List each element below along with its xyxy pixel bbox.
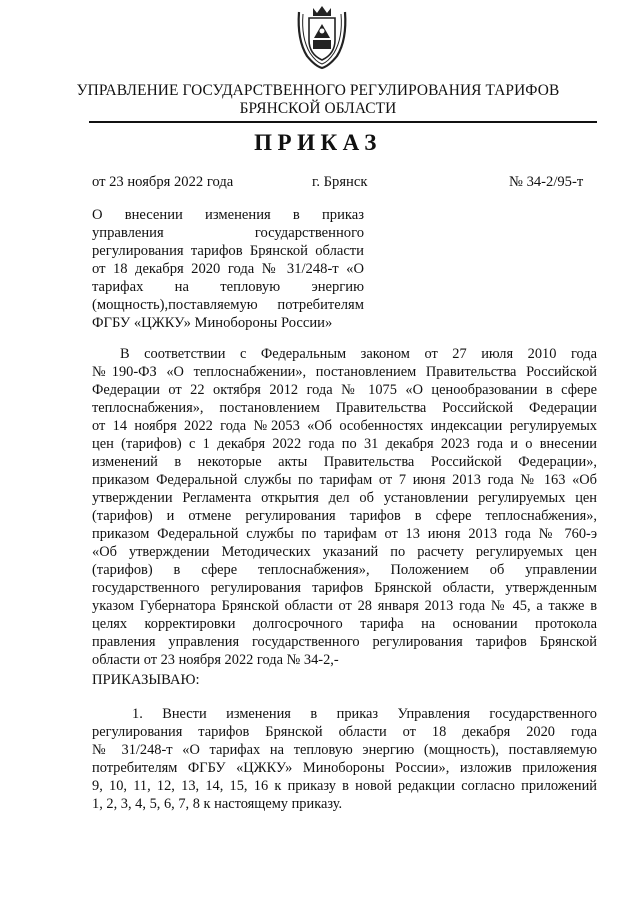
preamble-line: от 14 ноября 2022 года №2053 «Об особенностях индексации регулируемых bbox=[92, 418, 597, 434]
preamble-line: утверждении Регламента открытия дел об установлении регулируемых цен bbox=[92, 490, 597, 506]
document-date: от 23 ноября 2022 года bbox=[92, 174, 234, 190]
item-line: регулирования тарифов Брянской области от 18 декабря 2020 года bbox=[92, 724, 597, 740]
subject-line: О внесении изменения в приказ bbox=[92, 207, 364, 223]
subject-line: регулирования тарифов Брянской области bbox=[92, 243, 364, 259]
preamble-line: цен (тарифов) с 1 декабря 2022 года по 31 декабря 2023 года и о внесении bbox=[92, 436, 597, 452]
preamble-line: теплоснабжения», постановлением Правительства Российской Федерации bbox=[92, 400, 597, 416]
subject-line: ФГБУ «ЦЖКУ» Минобороны России» bbox=[92, 315, 333, 331]
item-line: № 31/248-т «О тарифах на тепловую энергию (мощность), поставляемую bbox=[92, 742, 597, 758]
preamble-line: целях корректировки долгосрочного тарифа на основании протокола bbox=[92, 616, 597, 632]
order-heading: ПРИКАЗЫВАЮ: bbox=[92, 672, 200, 688]
item-line: потребителям ФГБУ «ЦЖКУ» Минобороны России», изложив приложения bbox=[92, 760, 597, 776]
document-subject bbox=[92, 206, 364, 332]
preamble-line: (тарифов) в сфере теплоснабжения», Положением об управлении bbox=[92, 562, 597, 578]
preamble-line: В соответствии с Федеральным законом от 27 июля 2010 года bbox=[120, 346, 597, 362]
org-name-line1: УПРАВЛЕНИЕ ГОСУДАРСТВЕННОГО РЕГУЛИРОВАНИЯ ТАРИФОВ bbox=[76, 82, 560, 99]
header-divider bbox=[89, 121, 597, 123]
preamble-line: приказом Федеральной службы по тарифам от 7 июня 2013 года № 163 «Об bbox=[92, 472, 597, 488]
preamble-line: (тарифов) и отмене регулирования тарифов в сфере теплоснабжения», bbox=[92, 508, 597, 524]
subject-line: от 18 декабря 2020 года № 31/248-т «О bbox=[92, 261, 364, 277]
subject-line: управления государственного bbox=[92, 225, 364, 241]
item-line: 1, 2, 3, 4, 5, 6, 7, 8 к настоящему приказу. bbox=[92, 796, 343, 812]
item-line: 9, 10, 11, 12, 13, 14, 15, 16 к приказу в новой редакции согласно приложений bbox=[92, 778, 597, 794]
document-city: г. Брянск bbox=[312, 174, 368, 190]
subject-line: (мощность),поставляемую потребителям bbox=[92, 297, 364, 313]
org-name-line2: БРЯНСКОЙ ОБЛАСТИ bbox=[239, 100, 397, 117]
document-title: ПРИКАЗ bbox=[254, 130, 382, 155]
item-line: 1. Внести изменения в приказ Управления государственного bbox=[132, 706, 597, 722]
preamble-line: правления управления государственного регулирования тарифов Брянской bbox=[92, 634, 597, 650]
preamble-line: государственного регулирования тарифов Брянской области, утвержденным bbox=[92, 580, 597, 596]
preamble-paragraph bbox=[92, 345, 597, 669]
preamble-line: №190-ФЗ «О теплоснабжении», постановлением Правительства Российской bbox=[92, 364, 597, 380]
preamble-line: изменений в некоторые акты Правительства Российской Федерации», bbox=[92, 454, 597, 470]
subject-line: тарифах на тепловую энергию bbox=[92, 279, 364, 295]
bryansk-coat-of-arms-icon bbox=[293, 4, 351, 70]
preamble-line: приказом Федеральной службы по тарифам от 13 июня 2013 года № 760-э bbox=[92, 526, 597, 542]
preamble-line: указом Губернатора Брянской области от 28 января 2013 года № 45, а также в bbox=[92, 598, 597, 614]
order-item-1 bbox=[92, 705, 597, 813]
document-number: № 34-2/95-т bbox=[509, 174, 584, 190]
preamble-line: Федерации от 22 октября 2012 года № 1075 «О ценообразовании в сфере bbox=[92, 382, 597, 398]
preamble-line: области от 23 ноября 2022 года № 34-2,- bbox=[92, 652, 339, 668]
preamble-line: «Об утверждении Методических указаний по расчету регулируемых цен bbox=[92, 544, 597, 560]
